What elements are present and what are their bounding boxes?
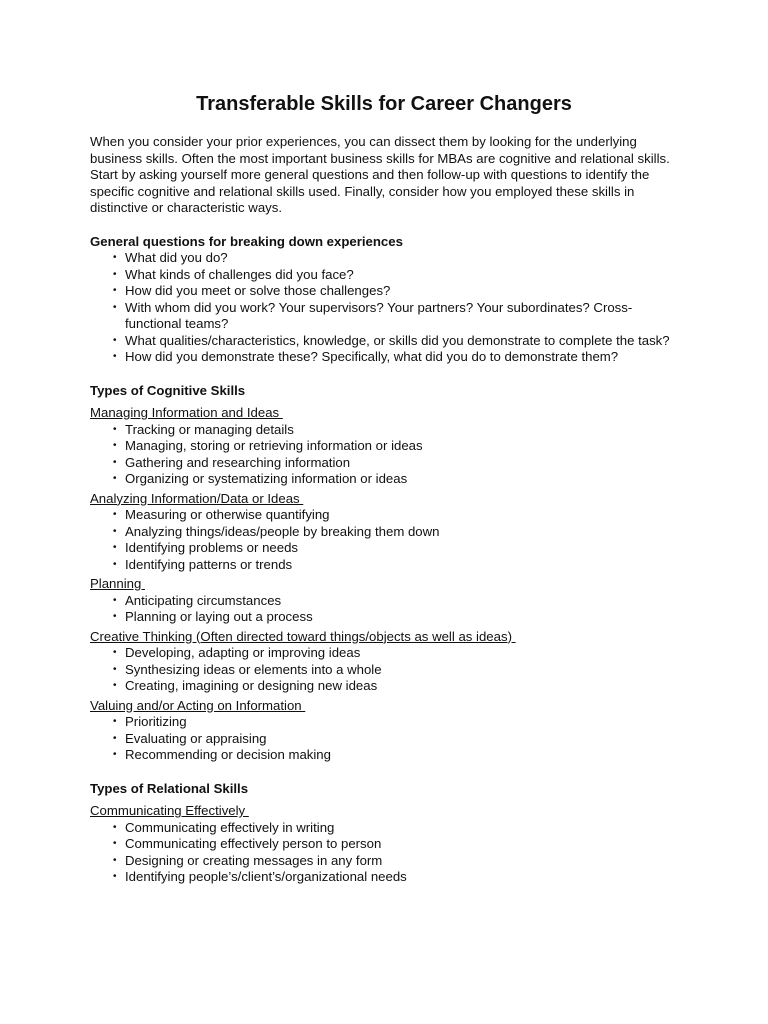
list-item: • Managing, storing or retrieving information or ideas — [90, 438, 670, 455]
document-body — [90, 134, 670, 886]
list-item: • Identifying patterns or trends — [90, 557, 670, 574]
list-item: • Measuring or otherwise quantifying — [90, 507, 670, 524]
analyzing-information-list — [90, 507, 670, 573]
general-questions-heading: General questions for breaking down experiences — [90, 233, 403, 249]
list-item: • Analyzing things/ideas/people by breaking them down — [90, 524, 670, 541]
subheading-managing-information: Managing Information and Ideas — [90, 405, 283, 420]
managing-information-list — [90, 422, 670, 488]
communicating-effectively-list — [90, 820, 670, 886]
list-item: • What kinds of challenges did you face? — [90, 267, 670, 284]
list-item: • Identifying people’s/client’s/organizational needs — [90, 869, 670, 886]
list-item: • Tracking or managing details — [90, 422, 670, 439]
list-item: • Developing, adapting or improving ideas — [90, 645, 670, 662]
list-item: • Gathering and researching information — [90, 455, 670, 472]
subheading-communicating-effectively: Communicating Effectively — [90, 803, 249, 818]
list-item: • Identifying problems or needs — [90, 540, 670, 557]
subheading-valuing-information: Valuing and/or Acting on Information — [90, 697, 306, 713]
list-item: • Communicating effectively in writing — [90, 820, 670, 837]
creative-thinking-list — [90, 645, 670, 695]
subheading-creative-thinking: Creative Thinking (Often directed toward things/objects as well as ideas) — [90, 628, 516, 644]
subheading-planning: Planning — [90, 576, 145, 591]
list-item: • What qualities/characteristics, knowledge, or skills did you demonstrate to complete the task? — [90, 333, 670, 350]
intro-paragraph: When you consider your prior experiences, you can dissect them by looking for the underlying business skills. Often the most important business skills for MBAs are cognitive and relational skills. Start by asking yourself more general questions and then follow-up with questions to identify the specific cognitive and relational skills used. Finally, consider how you employed these skills in distinctive or characteristic ways. — [90, 134, 670, 215]
list-item: • What did you do? — [90, 250, 670, 267]
list-item: • Synthesizing ideas or elements into a whole — [90, 662, 670, 679]
list-item: • How did you demonstrate these? Specifically, what did you do to demonstrate them? — [90, 349, 670, 366]
list-item: • Recommending or decision making — [90, 747, 670, 764]
list-item: • Anticipating circumstances — [90, 593, 670, 610]
list-item: • Organizing or systematizing information or ideas — [90, 471, 670, 488]
subheading-analyzing-information: Analyzing Information/Data or Ideas — [90, 490, 304, 506]
list-item: • Prioritizing — [90, 714, 670, 731]
list-item: • With whom did you work? Your supervisors? Your partners? Your subordinates? Cross-functional teams? — [90, 300, 670, 333]
cognitive-skills-heading: Types of Cognitive Skills — [90, 382, 246, 398]
list-item: • Planning or laying out a process — [90, 609, 670, 626]
page-title: Transferable Skills for Career Changers — [196, 93, 572, 115]
general-questions-list — [90, 250, 670, 366]
list-item: • Evaluating or appraising — [90, 731, 670, 748]
list-item: • How did you meet or solve those challenges? — [90, 283, 670, 300]
list-item: • Creating, imagining or designing new ideas — [90, 678, 670, 695]
valuing-information-list — [90, 714, 670, 764]
relational-skills-heading: Types of Relational Skills — [90, 780, 249, 796]
list-item: • Designing or creating messages in any form — [90, 853, 670, 870]
list-item: • Communicating effectively person to person — [90, 836, 670, 853]
planning-list — [90, 593, 670, 626]
